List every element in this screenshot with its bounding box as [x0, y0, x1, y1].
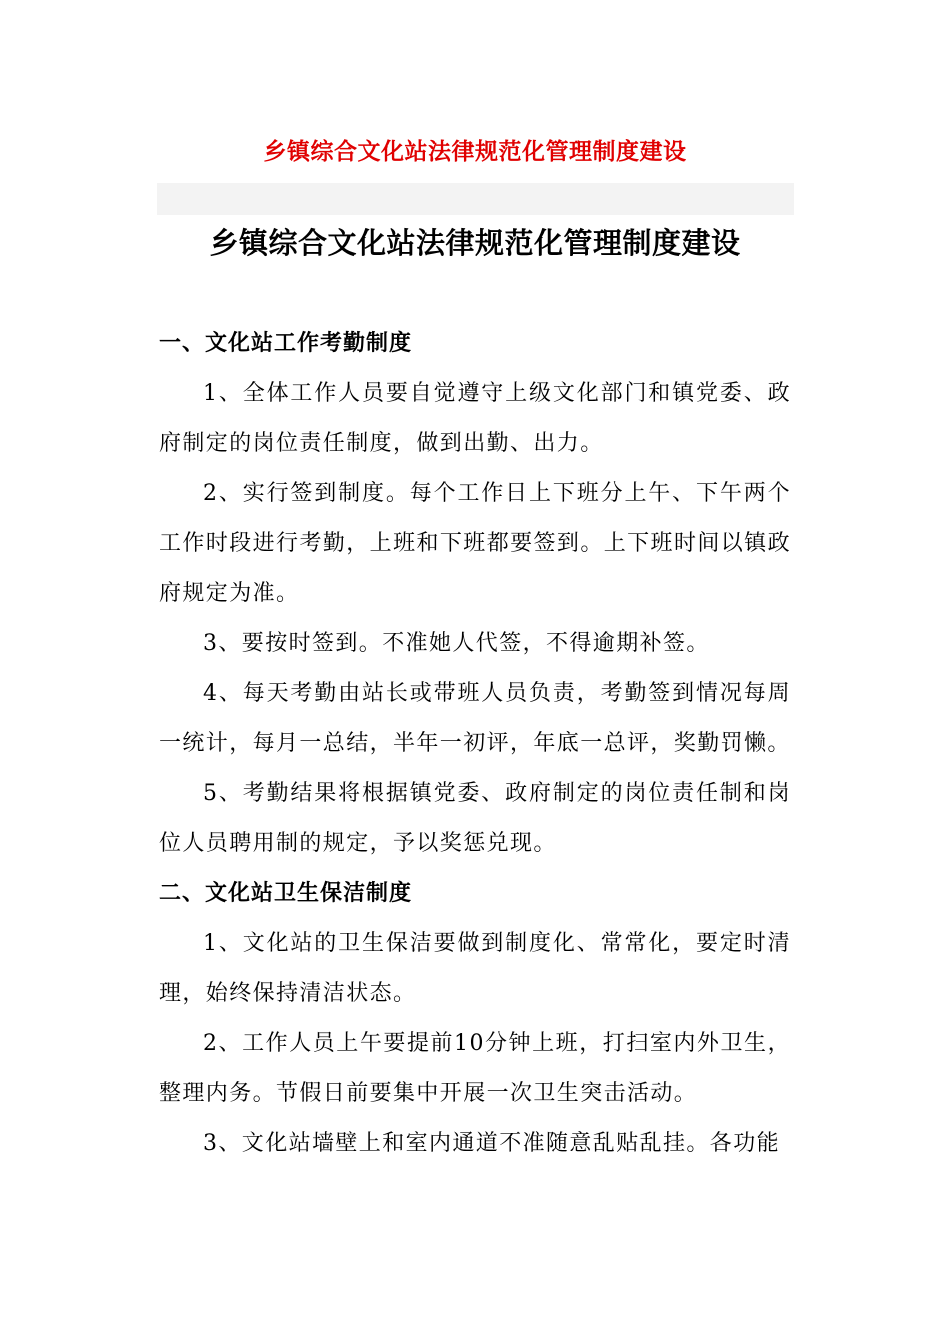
paragraph: 2、实行签到制度。每个工作日上下班分上午、下午两个工作时段进行考勤，上班和下班都要签到。上下班时间以镇政府规定为准。	[159, 481, 791, 606]
paragraph: 1、文化站的卫生保洁要做到制度化、常常化，要定时清理，始终保持清洁状态。	[159, 931, 791, 1006]
paragraph: 1、全体工作人员要自觉遵守上级文化部门和镇党委、政府制定的岗位责任制度，做到出勤、出力。	[159, 381, 791, 456]
document-body	[159, 319, 791, 1169]
paragraph: 5、考勤结果将根据镇党委、政府制定的岗位责任制和岗位人员聘用制的规定，予以奖惩兑现。	[159, 781, 791, 856]
paragraph: 3、文化站墙壁上和室内通道不准随意乱贴乱挂。各功能	[203, 1131, 780, 1156]
section-heading: 一、文化站工作考勤制度	[159, 331, 413, 356]
document-title: 乡镇综合文化站法律规范化管理制度建设	[209, 226, 741, 260]
paragraph: 4、每天考勤由站长或带班人员负责，考勤签到情况每周一统计，每月一总结，半年一初评，年底一总评，奖勤罚懒。	[159, 681, 791, 756]
header-divider-band	[157, 183, 794, 215]
section-heading: 二、文化站卫生保洁制度	[159, 881, 413, 906]
paragraph: 2、工作人员上午要提前10分钟上班，打扫室内外卫生，整理内务。节假日前要集中开展一次卫生突击活动。	[159, 1031, 791, 1106]
header-title: 乡镇综合文化站法律规范化管理制度建设	[263, 139, 687, 165]
paragraph: 3、要按时签到。不准她人代签，不得逾期补签。	[203, 631, 710, 656]
